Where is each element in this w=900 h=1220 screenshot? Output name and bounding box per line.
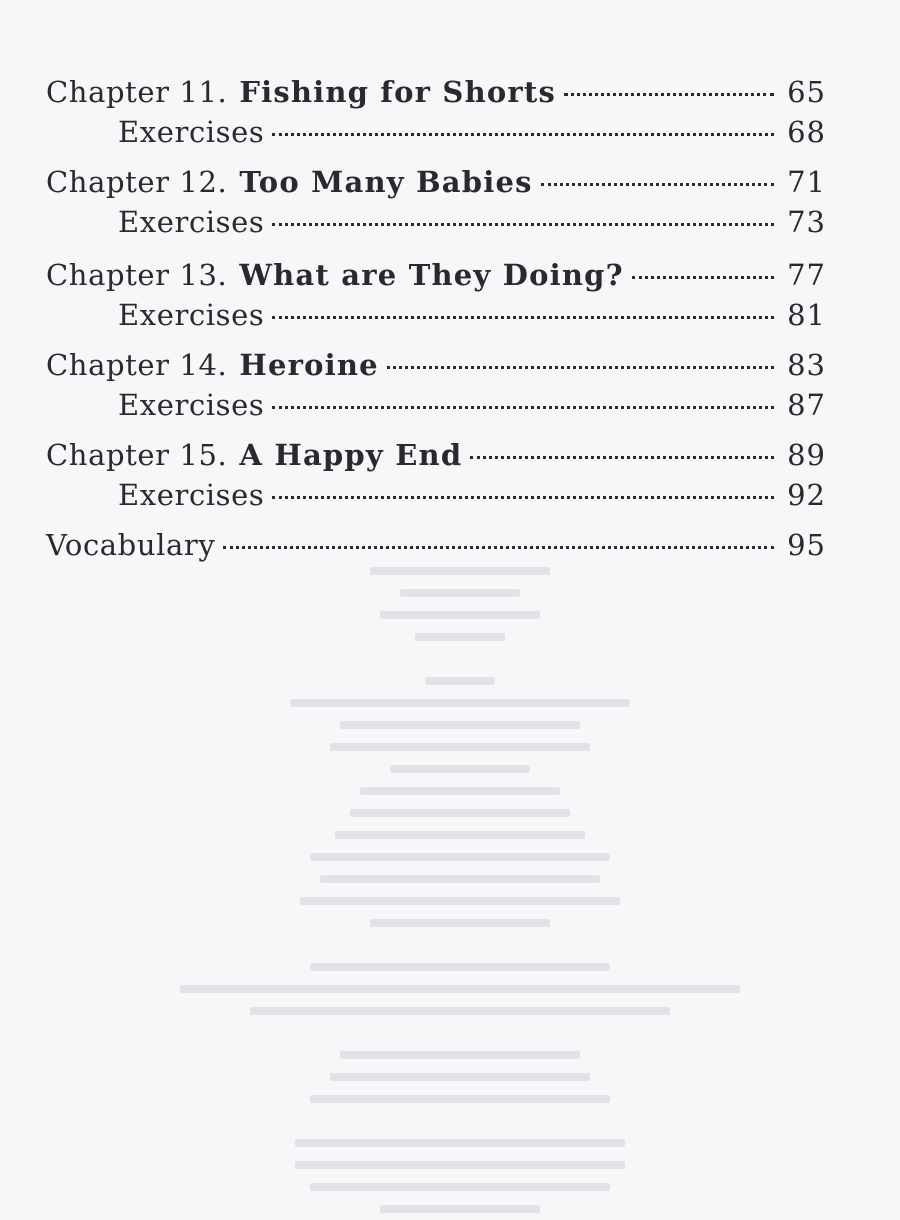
chapter-label: Chapter 14. [46,348,228,382]
chapter-label: Chapter 12. [46,165,228,199]
chapter-label: Chapter 13. [46,258,228,292]
chapter-title: What are They Doing? [239,258,624,292]
dot-leader [470,456,774,459]
bleed-through-texture [150,560,770,1220]
page-number: 92 [787,478,826,512]
toc-entry-vocabulary [46,527,826,563]
vocabulary-label: Vocabulary [46,528,216,562]
chapter-title: A Happy End [239,438,463,472]
dot-leader [541,183,774,186]
chapter-title: Too Many Babies [239,165,533,199]
page-number: 77 [787,258,826,292]
dot-leader [272,496,774,499]
chapter-label: Chapter 11. [46,75,228,109]
toc-entry-chapter-11 [46,74,826,110]
page-number: 87 [787,388,826,422]
page-number: 81 [787,298,826,332]
dot-leader [564,93,774,96]
chapter-title: Fishing for Shorts [239,75,556,109]
page-number: 95 [787,528,826,562]
chapter-title: Heroine [239,348,379,382]
chapter-label: Chapter 15. [46,438,228,472]
dot-leader [387,366,774,369]
toc-entry-exercises-13 [118,297,826,333]
toc-entry-exercises-11 [118,114,826,150]
page-number: 73 [787,205,826,239]
toc-entry-exercises-12 [118,204,826,240]
toc-entry-exercises-15 [118,477,826,513]
exercises-label: Exercises [118,478,265,512]
page-number: 65 [787,75,826,109]
toc-entry-chapter-15 [46,437,826,473]
dot-leader [632,276,774,279]
exercises-label: Exercises [118,298,265,332]
dot-leader [223,546,774,549]
dot-leader [272,223,774,226]
exercises-label: Exercises [118,388,265,422]
dot-leader [272,406,774,409]
page-number: 83 [787,348,826,382]
toc-entry-chapter-14 [46,347,826,383]
dot-leader [272,316,774,319]
page-number: 89 [787,438,826,472]
page-number: 71 [787,165,826,199]
toc-entry-chapter-12 [46,164,826,200]
exercises-label: Exercises [118,205,265,239]
exercises-label: Exercises [118,115,265,149]
toc-entry-chapter-13 [46,257,826,293]
dot-leader [272,133,774,136]
page-number: 68 [787,115,826,149]
toc-entry-exercises-14 [118,387,826,423]
